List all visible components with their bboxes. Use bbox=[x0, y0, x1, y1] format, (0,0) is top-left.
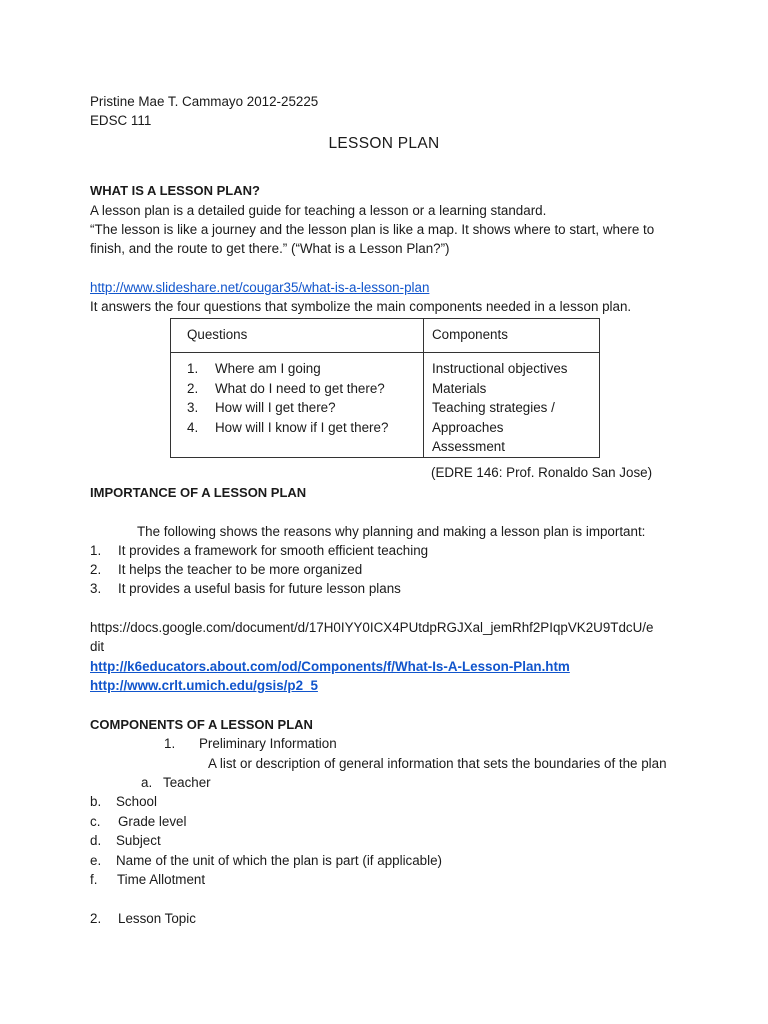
page-title: LESSON PLAN bbox=[328, 135, 440, 152]
sub-list-item bbox=[141, 773, 211, 793]
importance-intro: The following shows the reasons why planning and making a lesson plan is important: bbox=[137, 524, 646, 539]
component-item: Materials bbox=[432, 380, 487, 396]
list-item bbox=[90, 560, 362, 580]
components-header bbox=[424, 319, 600, 353]
question-item bbox=[187, 398, 423, 418]
course-code: EDSC 111 bbox=[90, 113, 152, 128]
table-citation: (EDRE 146: Prof. Ronaldo San Jose) bbox=[431, 465, 653, 480]
component-item: Instructional objectives bbox=[432, 361, 568, 376]
crlt-umich-link[interactable]: http://www.crlt.umich.edu/gsis/p2_5 bbox=[90, 678, 318, 693]
preliminary-description: A list or description of general information that sets the boundaries of the plan bbox=[208, 756, 667, 771]
sub-list-letter: e. bbox=[90, 853, 102, 868]
question-number: 1. bbox=[187, 361, 199, 376]
list-text: It helps the teacher to be more organized bbox=[118, 562, 363, 577]
sub-list-text: School bbox=[116, 794, 157, 809]
component-item: Approaches bbox=[432, 419, 504, 435]
importance-heading: IMPORTANCE OF A LESSON PLAN bbox=[90, 485, 307, 500]
component-item: Assessment bbox=[432, 439, 505, 454]
sub-list-item bbox=[90, 851, 442, 871]
definition-text: A lesson plan is a detailed guide for teaching a lesson or a learning standard. bbox=[90, 203, 547, 218]
list-number: 2. bbox=[90, 911, 102, 926]
list-item bbox=[90, 579, 401, 599]
question-text: Where am I going bbox=[215, 361, 321, 376]
sub-list-item bbox=[90, 812, 186, 832]
questions-components-table bbox=[170, 318, 600, 458]
sub-list-letter: a. bbox=[141, 775, 153, 790]
what-is-heading: WHAT IS A LESSON PLAN? bbox=[90, 183, 260, 198]
sub-list-item bbox=[90, 870, 205, 890]
question-text: How will I know if I get there? bbox=[215, 419, 389, 435]
list-number: 1. bbox=[164, 736, 176, 751]
google-doc-url-line-1: https://docs.google.com/document/d/17H0IYY0ICX4PUtdpRGJXal_jemRhf2PIqpVK2U9TdcU/e bbox=[90, 620, 654, 635]
quote-line-2: finish, and the route to get there.” (“What is a Lesson Plan?”) bbox=[90, 241, 450, 256]
quote-line-1: “The lesson is like a journey and the lesson plan is like a map. It shows where to start, where to bbox=[90, 222, 655, 237]
list-text: It provides a framework for smooth efficient teaching bbox=[118, 543, 429, 558]
question-text: What do I need to get there? bbox=[215, 380, 385, 396]
sub-list-letter: d. bbox=[90, 833, 102, 848]
question-number: 4. bbox=[187, 419, 199, 435]
sub-list-text: Name of the unit of which the plan is part (if applicable) bbox=[116, 853, 443, 868]
question-item bbox=[187, 418, 423, 438]
list-number: 1. bbox=[90, 543, 102, 558]
list-item bbox=[90, 909, 196, 929]
sub-list-item bbox=[90, 831, 161, 851]
question-number: 3. bbox=[187, 400, 199, 415]
sub-list-letter: b. bbox=[90, 794, 102, 809]
list-number: 3. bbox=[90, 581, 102, 596]
k6educators-link[interactable]: http://k6educators.about.com/od/Components/f/What-Is-A-Lesson-Plan.htm bbox=[90, 659, 570, 674]
table-row bbox=[171, 353, 600, 458]
google-doc-url-line-2: dit bbox=[90, 639, 105, 654]
list-item bbox=[90, 541, 428, 561]
components-heading: COMPONENTS OF A LESSON PLAN bbox=[90, 717, 313, 732]
question-item bbox=[187, 359, 423, 379]
sub-list-letter: c. bbox=[90, 814, 101, 829]
components-cell bbox=[424, 353, 600, 458]
table-header-row bbox=[171, 319, 600, 353]
sub-list-text: Grade level bbox=[118, 814, 187, 829]
slideshare-link[interactable]: http://www.slideshare.net/cougar35/what-is-a-lesson-plan bbox=[90, 280, 430, 295]
sub-list-item bbox=[90, 792, 157, 812]
sub-list-text: Time Allotment bbox=[117, 872, 206, 887]
list-number: 2. bbox=[90, 562, 102, 577]
question-item bbox=[187, 379, 423, 399]
author-line: Pristine Mae T. Cammayo 2012-25225 bbox=[90, 94, 319, 109]
list-text: It provides a useful basis for future lesson plans bbox=[118, 581, 401, 596]
sub-list-text: Teacher bbox=[163, 775, 211, 790]
preliminary-label: Preliminary Information bbox=[199, 736, 337, 751]
question-number: 2. bbox=[187, 380, 199, 396]
questions-header-label: Questions bbox=[187, 327, 248, 342]
questions-cell bbox=[171, 353, 424, 458]
questions-header bbox=[171, 319, 424, 353]
list-text: Lesson Topic bbox=[118, 911, 196, 926]
sub-list-text: Subject bbox=[116, 833, 161, 848]
sub-list-letter: f. bbox=[90, 872, 98, 887]
answers-text: It answers the four questions that symbolize the main components needed in a lesson plan. bbox=[90, 299, 632, 314]
component-item: Teaching strategies / bbox=[432, 400, 555, 415]
question-text: How will I get there? bbox=[215, 400, 336, 415]
components-header-label: Components bbox=[432, 327, 508, 342]
